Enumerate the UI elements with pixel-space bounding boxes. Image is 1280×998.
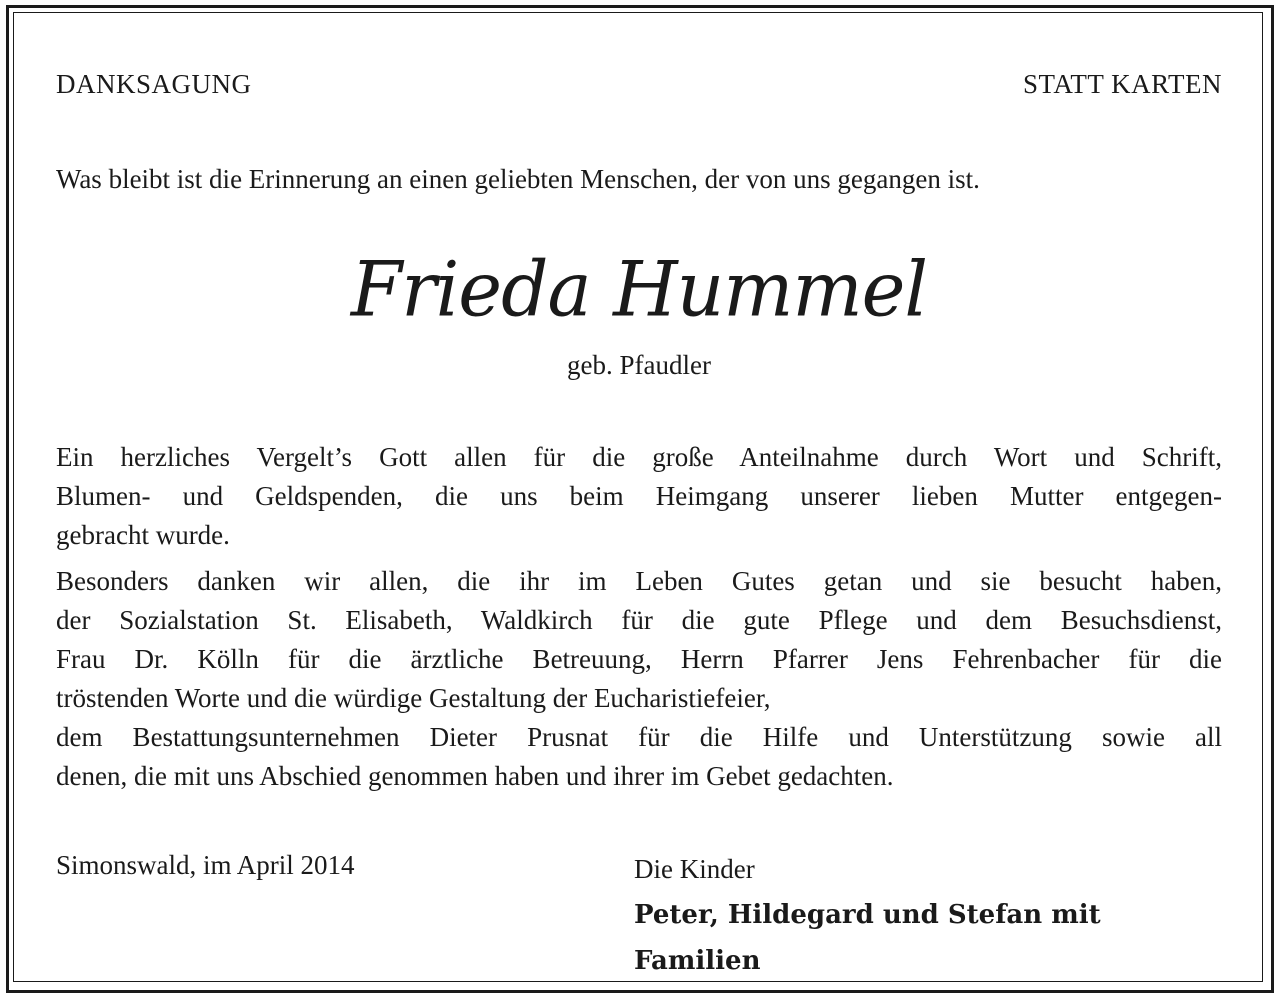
text-line: der Sozialstation St. Elisabeth, Waldkirch für die gute Pflege und dem Besuchsdienst, [56, 605, 1222, 635]
text-line: tröstenden Worte und die würdige Gestaltung der Eucharistiefeier, [56, 683, 771, 713]
obituary-notice [56, 0, 1222, 998]
text-line: Blumen- und Geldspenden, die uns beim Heimgang unserer lieben Mutter entgegen- [56, 481, 1222, 511]
signature-block [634, 846, 1222, 984]
text-line: Frau Dr. Kölln für die ärztliche Betreuung, Herrn Pfarrer Jens Fehrenbacher für die [56, 644, 1222, 674]
text-line: gebracht wurde. [56, 520, 230, 550]
text-line: denen, die mit uns Abschied genommen haben und ihrer im Gebet gedachten. [56, 761, 894, 791]
text-line: dem Bestattungsunternehmen Dieter Prusnat für die Hilfe und Unterstützung sowie all [56, 722, 1222, 752]
text-line: Ein herzliches Vergelt’s Gott allen für die große Anteilnahme durch Wort und Schrift, [56, 442, 1222, 472]
header-note: STATT KARTEN [1023, 69, 1222, 99]
header-title: DANKSAGUNG [56, 69, 252, 99]
birth-name: geb. Pfaudler [567, 350, 711, 380]
text-line: Besonders danken wir allen, die ihr im Leben Gutes getan und sie besucht haben, [56, 566, 1222, 596]
intro-text: Was bleibt ist die Erinnerung an einen geliebten Menschen, der von uns gegangen ist. [56, 164, 980, 194]
deceased-name: Frieda Hummel [350, 246, 928, 334]
place-date: Simonswald, im April 2014 [56, 850, 355, 880]
thanks-paragraph-2 [56, 562, 1222, 796]
signers: Peter, Hildegard und Stefan mit Familien [634, 900, 1101, 976]
header-row [56, 65, 1222, 104]
thanks-paragraph-1 [56, 438, 1222, 555]
family-label: Die Kinder [634, 854, 755, 884]
